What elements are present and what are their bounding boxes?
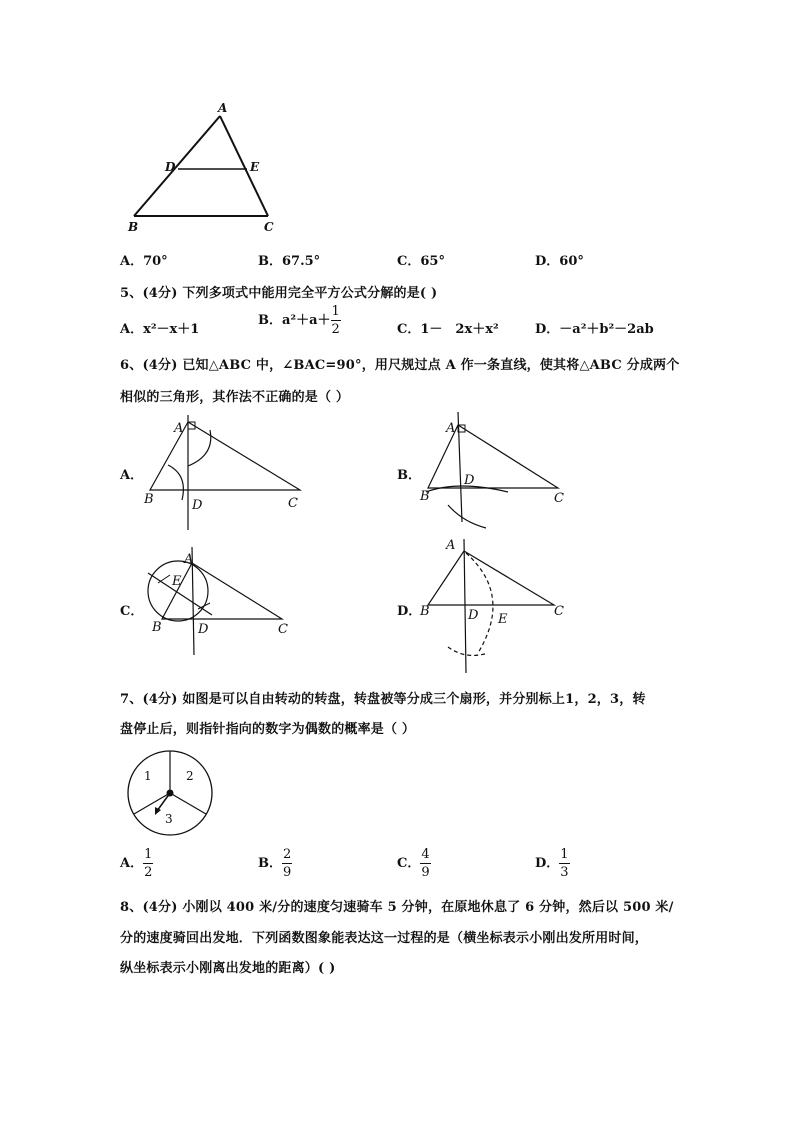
fraction: $\frac{1}{2}$ (144, 847, 153, 880)
q8-stem-line3: 纵坐标表示小刚离出发地的距离）( ) (120, 961, 336, 976)
label-A: A (446, 421, 456, 436)
q5-option-a[interactable]: A．x²－x＋1 (120, 322, 200, 337)
fraction: $\frac{1}{2}$ (331, 304, 340, 337)
q5-option-c[interactable]: C．1－ 2x＋x² (397, 322, 499, 337)
q7-stem-line1: 7、(4分) 如图是可以自由转动的转盘，转盘被等分成三个扇形，并分别标上1，2，3，转 (120, 692, 646, 707)
label-C: C (554, 491, 564, 506)
label-B: B (420, 604, 430, 619)
label-A: A (174, 421, 184, 436)
q5-option-d[interactable]: D．－a²＋b²－2ab (535, 322, 654, 337)
label-D: D (464, 473, 475, 488)
label-B: B (144, 492, 154, 507)
q4-option-a[interactable]: A．70° (120, 254, 168, 269)
q8-stem-line1: 8、(4分) 小刚以 400 米/分的速度匀速骑车 5 分钟，在原地休息了 6 分钟，然后以 500 米/ (120, 900, 674, 915)
triangle-figure (120, 100, 290, 240)
q8-stem-line2: 分的速度骑回出发地．下列函数图象能表达这一过程的是（横坐标表示小刚出发所用时间， (120, 931, 649, 946)
q6-option-a[interactable]: A． (120, 468, 144, 483)
q5-option-b[interactable]: B．a²＋a＋ $\frac{1}{2}$ (258, 304, 340, 337)
q4-option-c[interactable]: C．65° (397, 254, 445, 269)
q7-option-c[interactable]: C． $\frac{4}{9}$ (397, 847, 430, 880)
label-D: D (165, 160, 176, 174)
spinner (125, 748, 215, 838)
q6-figure-c (140, 545, 300, 670)
q7-option-a[interactable]: A． $\frac{1}{2}$ (120, 847, 153, 880)
fraction: $\frac{4}{9}$ (421, 847, 430, 880)
label-C: C (278, 622, 288, 637)
label-C: C (264, 220, 274, 234)
fraction: $\frac{1}{3}$ (560, 847, 569, 880)
label-D: D (198, 622, 209, 637)
q6-figure-a (140, 410, 310, 535)
q4-option-b[interactable]: B．67.5° (258, 254, 321, 269)
label-B: B (420, 489, 430, 504)
q7-option-d[interactable]: D． $\frac{1}{3}$ (535, 847, 569, 880)
q4-option-d[interactable]: D．60° (535, 254, 584, 269)
q7-option-b[interactable]: B． $\frac{2}{9}$ (258, 847, 292, 880)
q6-stem-line2: 相似的三角形，其作法不正确的是（ ） (120, 390, 350, 405)
label-C: C (288, 496, 298, 511)
label-E: E (250, 160, 260, 174)
label-D: D (468, 608, 479, 623)
fraction: $\frac{2}{9}$ (283, 847, 292, 880)
label-D: D (192, 498, 203, 513)
q7-stem-line2: 盘停止后，则指针指向的数字为偶数的概率是（ ） (120, 722, 416, 737)
q5-stem: 5、(4分) 下列多项式中能用完全平方公式分解的是( ) (120, 286, 438, 301)
spinner-number-3: 3 (165, 812, 173, 826)
label-E: E (172, 574, 182, 589)
q6-option-c[interactable]: C． (120, 604, 144, 619)
q6-option-d[interactable]: D． (397, 604, 422, 619)
spinner-number-2: 2 (186, 769, 194, 783)
label-A: A (446, 538, 456, 553)
label-C: C (554, 604, 564, 619)
q6-option-b[interactable]: B． (397, 468, 421, 483)
q6-figure-d (418, 535, 578, 675)
label-A: A (218, 101, 228, 115)
label-B: B (152, 620, 162, 635)
spinner-number-1: 1 (144, 769, 152, 783)
q6-figure-b (418, 410, 578, 535)
pointer-arrow-icon (155, 807, 161, 815)
label-E: E (498, 612, 508, 627)
label-A: A (184, 552, 194, 567)
label-B: B (128, 220, 139, 234)
q6-stem-line1: 6、(4分) 已知△ABC 中，∠BAC=90°，用尺规过点 A 作一条直线，使其将△ABC 分成两个 (120, 358, 680, 373)
